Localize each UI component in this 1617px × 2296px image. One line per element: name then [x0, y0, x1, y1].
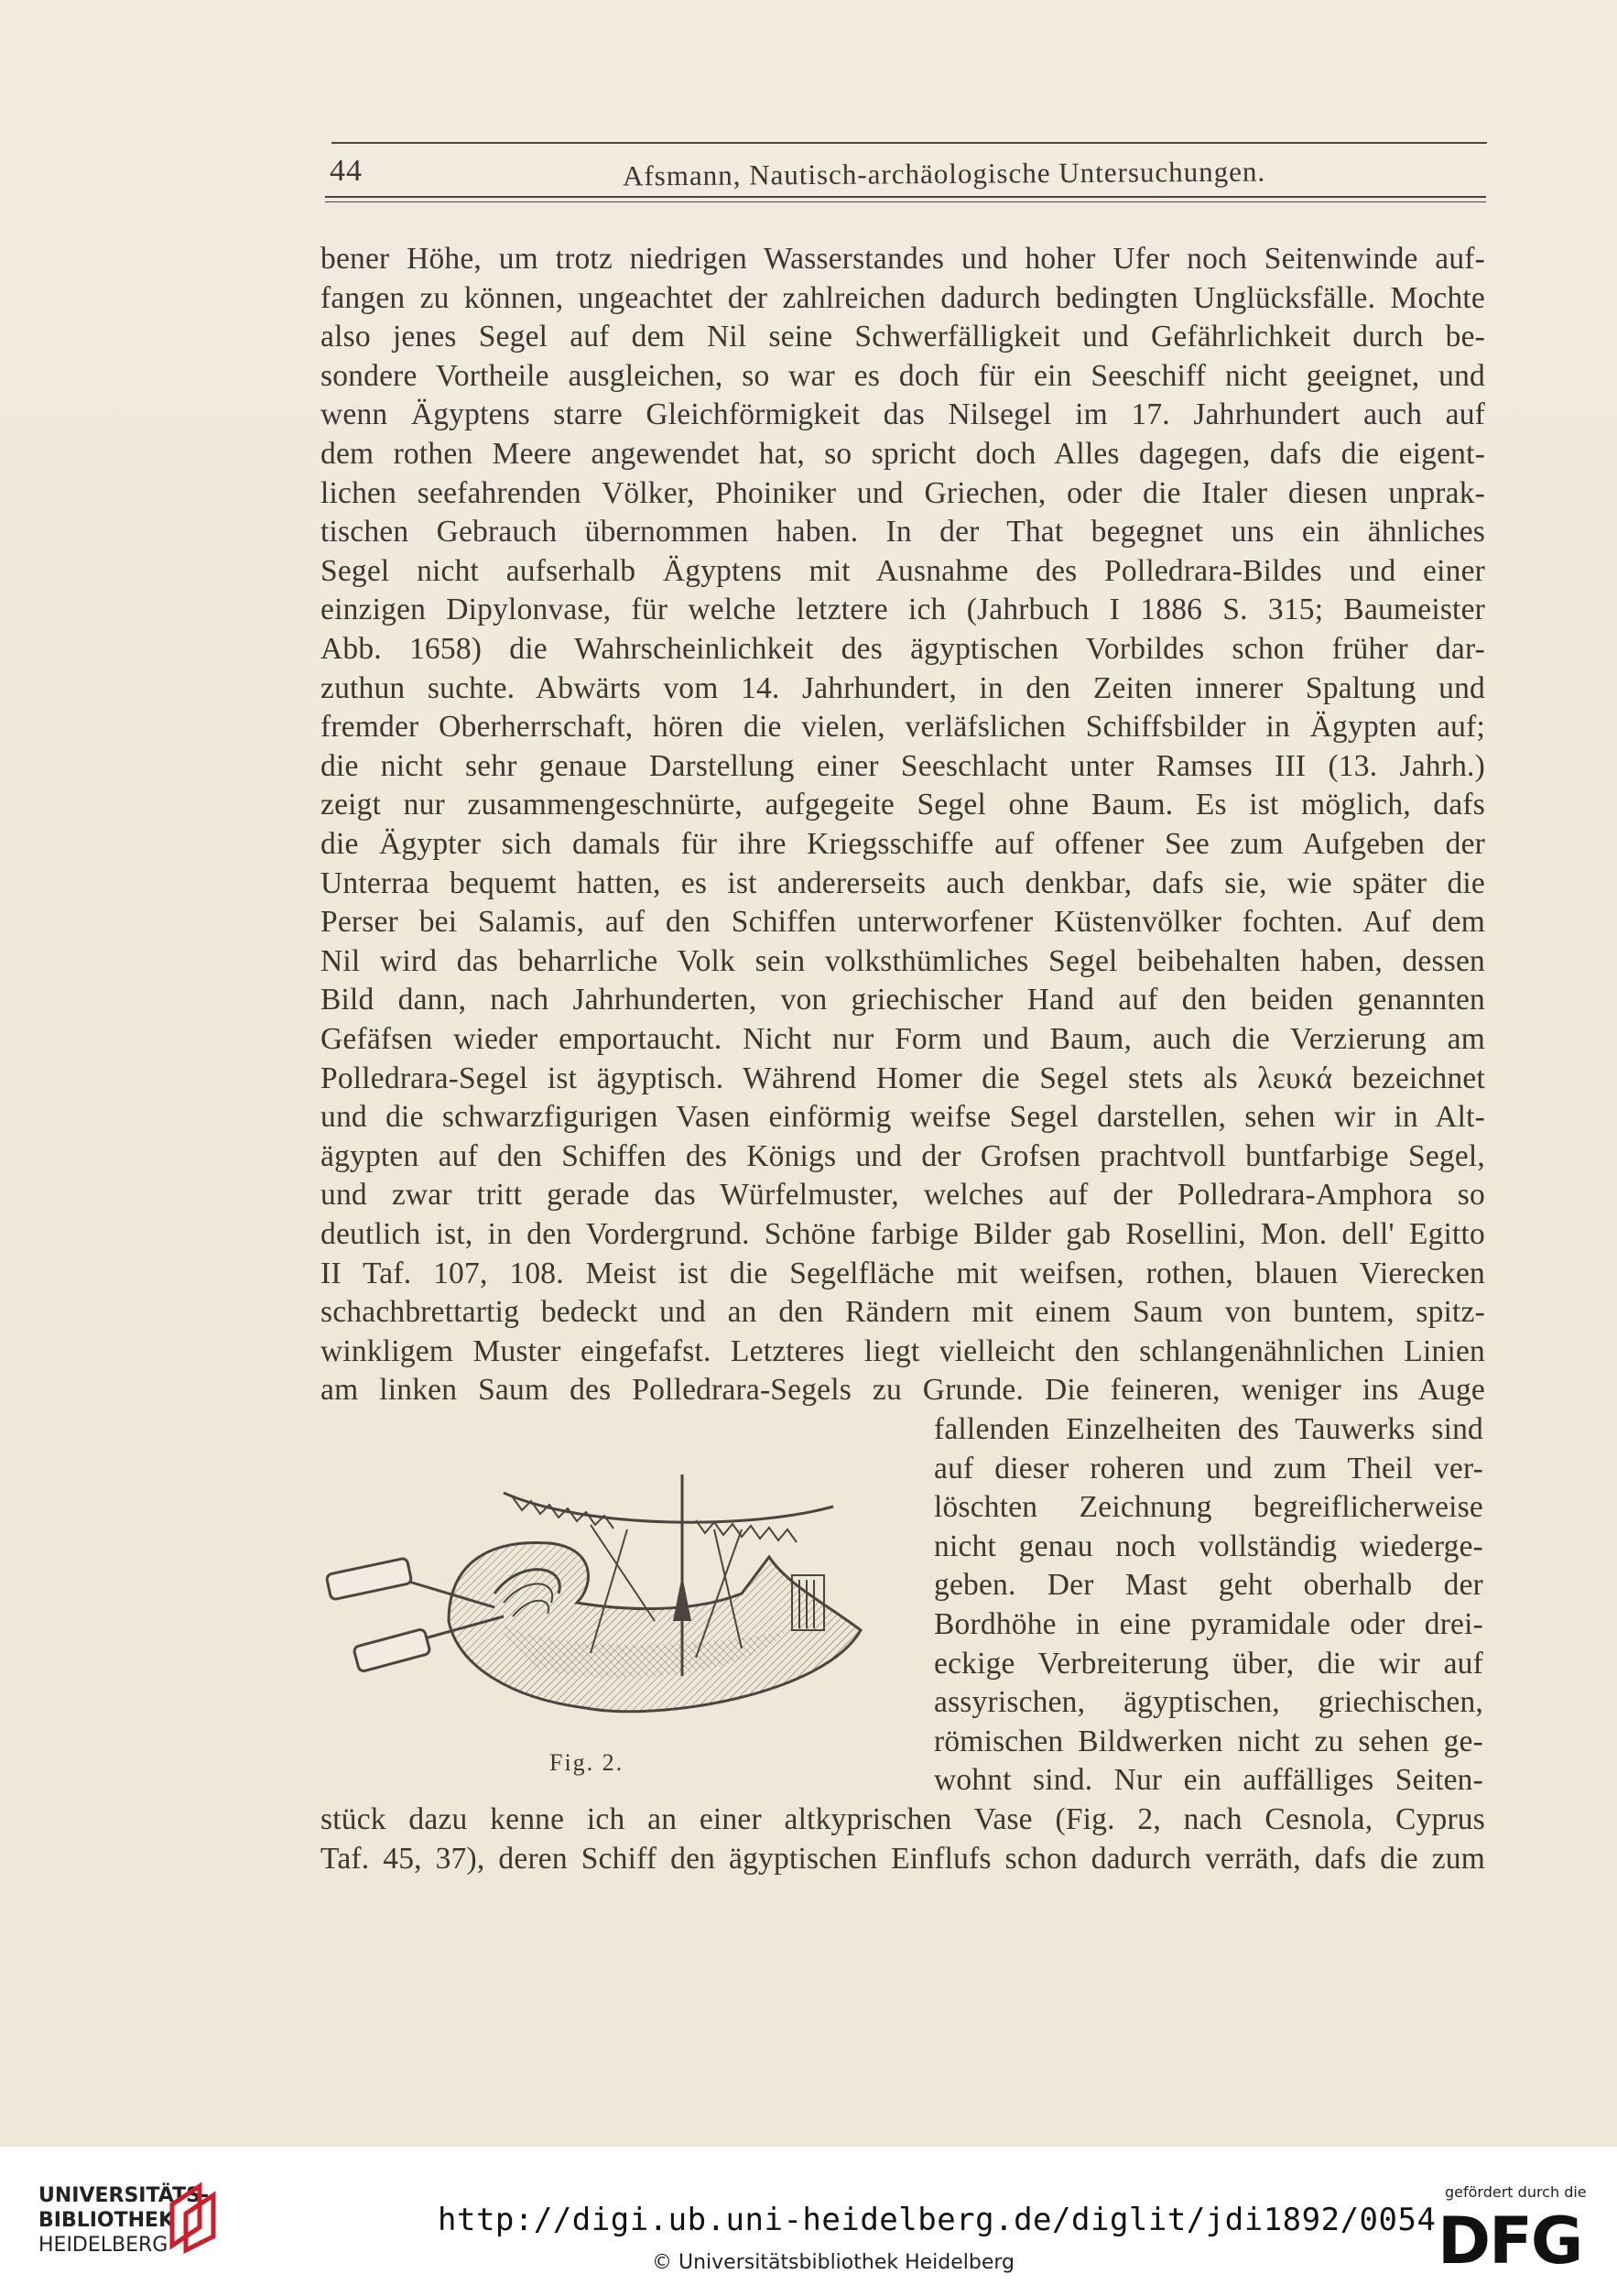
- text-line-beside-figure: assyrischen, ägyptischen, griechischen,: [934, 1685, 1483, 1720]
- sail-yard: [504, 1493, 833, 1522]
- library-footer: [0, 2147, 1617, 2296]
- text-line-beside-figure: Bordhöhe in eine pyramidale oder drei-: [934, 1607, 1483, 1641]
- text-line: II Taf. 107, 108. Meist ist die Segelfläche mit weifsen, rothen, blauen Vierecken: [320, 1256, 1485, 1290]
- text-line: Nil wird das beharrliche Volk sein volksthümliches Segel beibehalten haben, dessen: [320, 943, 1485, 978]
- page-number: 44: [330, 154, 363, 188]
- text-line: also jenes Segel auf dem Nil seine Schwerfälligkeit und Gefährlichkeit durch be-: [320, 320, 1485, 354]
- text-line: Polledrara-Segel ist ägyptisch. Während Homer die Segel stets als λευκά bezeichnet: [320, 1061, 1485, 1095]
- text-line: lichen seefahrenden Völker, Phoiniker und Griechen, oder die Italer diesen unprak-: [320, 475, 1485, 510]
- text-line-beside-figure: nicht genau noch vollständig wiederge-: [934, 1529, 1483, 1563]
- header-rule-bottom: [325, 196, 1486, 198]
- text-line: deutlich ist, in den Vordergrund. Schöne farbige Bilder gab Rosellini, Mon. dell' Egitto: [320, 1217, 1485, 1251]
- text-line: die nicht sehr genaue Darstellung einer Seeschlacht unter Ramses III (13. Jahrh.): [320, 748, 1485, 783]
- text-line-beside-figure: fallenden Einzelheiten des Tauwerks sind: [934, 1412, 1483, 1446]
- text-line-beside-figure: auf dieser roheren und zum Theil ver-: [934, 1451, 1483, 1485]
- text-line-beside-figure: römischen Bildwerken nicht zu sehen ge-: [934, 1724, 1483, 1758]
- text-line: tischen Gebrauch übernommen haben. In der That begegnet uns ein ähnliches: [320, 515, 1485, 550]
- library-line-1: UNIVERSITÄTS-: [38, 2184, 210, 2207]
- dfg-logo: DFG: [1438, 2204, 1582, 2279]
- copyright-notice: © Universitätsbibliothek Heidelberg: [652, 2251, 1015, 2274]
- text-line: fremder Oberherrschaft, hören die vielen, verläfslichen Schiffsbilder in Ägypten auf;: [320, 710, 1485, 745]
- text-line: Abb. 1658) die Wahrscheinlichkeit des ägyptischen Vorbildes schon früher dar-: [320, 632, 1485, 666]
- funder-label: gefördert durch die: [1445, 2183, 1587, 2201]
- text-line: fangen zu können, ungeachtet der zahlreichen dadurch bedingten Unglücksfälle. Mochte: [320, 280, 1485, 315]
- text-line: winkligem Muster eingefafst. Letzteres liegt vielleicht den schlangenähnlichen Linien: [320, 1333, 1485, 1368]
- text-line: stück dazu kenne ich an einer altkyprischen Vase (Fig. 2, nach Cesnola, Cyprus: [320, 1802, 1485, 1836]
- text-line: und die schwarzfigurigen Vasen einförmig weifse Segel darstellen, sehen wir in Alt-: [320, 1100, 1485, 1135]
- text-line: und zwar tritt gerade das Würfelmuster, welches auf der Polledrara-Amphora so: [320, 1178, 1485, 1213]
- text-line: Perser bei Salamis, auf den Schiffen unterworfener Küstenvölker fochten. Auf dem: [320, 905, 1485, 940]
- running-title: Afsmann, Nautisch-archäologische Untersuchungen.: [622, 155, 1266, 192]
- library-line-3: HEIDELBERG: [38, 2234, 168, 2257]
- text-line: schachbrettartig bedeckt und an den Rändern mit einem Saum von buntem, spitz-: [320, 1295, 1485, 1330]
- header-rule-top: [331, 142, 1487, 144]
- text-line: Gefäfsen wieder emportaucht. Nicht nur Form und Baum, auch die Verzierung am: [320, 1022, 1485, 1056]
- library-line-2: BIBLIOTHEK: [38, 2209, 175, 2232]
- text-line: Taf. 45, 37), deren Schiff den ägyptischen Einflufs schon dadurch verräth, dafs die zum: [320, 1841, 1485, 1876]
- library-logo-icon: [163, 2182, 227, 2255]
- text-line: Segel nicht aufserhalb Ägyptens mit Ausnahme des Polledrara-Bildes und einer: [320, 553, 1485, 588]
- document-url-link[interactable]: http://digi.ub.uni-heidelberg.de/diglit/jdi1892/0054: [438, 2202, 1437, 2238]
- figure-caption: Fig. 2.: [549, 1749, 624, 1776]
- text-line: dem rothen Meere angewendet hat, so spricht doch Alles dagegen, dafs die eigent-: [320, 437, 1485, 471]
- figure-ship-drawing: [311, 1456, 906, 1731]
- text-line-beside-figure: geben. Der Mast geht oberhalb der: [934, 1568, 1483, 1603]
- text-line-beside-figure: wohnt sind. Nur ein auffälliges Seiten-: [934, 1763, 1483, 1798]
- text-line: am linken Saum des Polledrara-Segels zu Grunde. Die feineren, weniger ins Auge: [320, 1373, 1485, 1408]
- text-line: ägypten auf den Schiffen des Königs und der Grofsen prachtvoll buntfarbige Segel,: [320, 1138, 1485, 1173]
- text-line: zuthun suchte. Abwärts vom 14. Jahrhundert, in den Zeiten innerer Spaltung und: [320, 670, 1485, 705]
- text-line: zeigt nur zusammengeschnürte, aufgegeite Segel ohne Baum. Es ist möglich, dafs: [320, 788, 1485, 822]
- text-line-beside-figure: eckige Verbreiterung über, die wir auf: [934, 1646, 1483, 1681]
- text-line: Unterraa bequemt hatten, es ist andererseits auch denkbar, dafs sie, wie später die: [320, 865, 1485, 900]
- text-line: die Ägypter sich damals für ihre Kriegsschiffe auf offener See zum Aufgeben der: [320, 827, 1485, 861]
- text-line: sondere Vortheile ausgleichen, so war es doch für ein Seeschiff nicht geeignet, und: [320, 358, 1485, 393]
- text-line: einzigen Dipylonvase, für welche letztere ich (Jahrbuch I 1886 S. 315; Baumeister: [320, 593, 1485, 627]
- text-line: bener Höhe, um trotz niedrigen Wasserstandes und hoher Ufer noch Seitenwinde auf-: [320, 242, 1485, 276]
- text-line: Bild dann, nach Jahrhunderten, von griechischer Hand auf den beiden genannten: [320, 983, 1485, 1017]
- text-line: wenn Ägyptens starre Gleichförmigkeit das Nilsegel im 17. Jahrhundert auch auf: [320, 397, 1485, 432]
- header-rule-bottom-2: [325, 201, 1486, 202]
- text-line-beside-figure: löschten Zeichnung begreiflicherweise: [934, 1490, 1483, 1525]
